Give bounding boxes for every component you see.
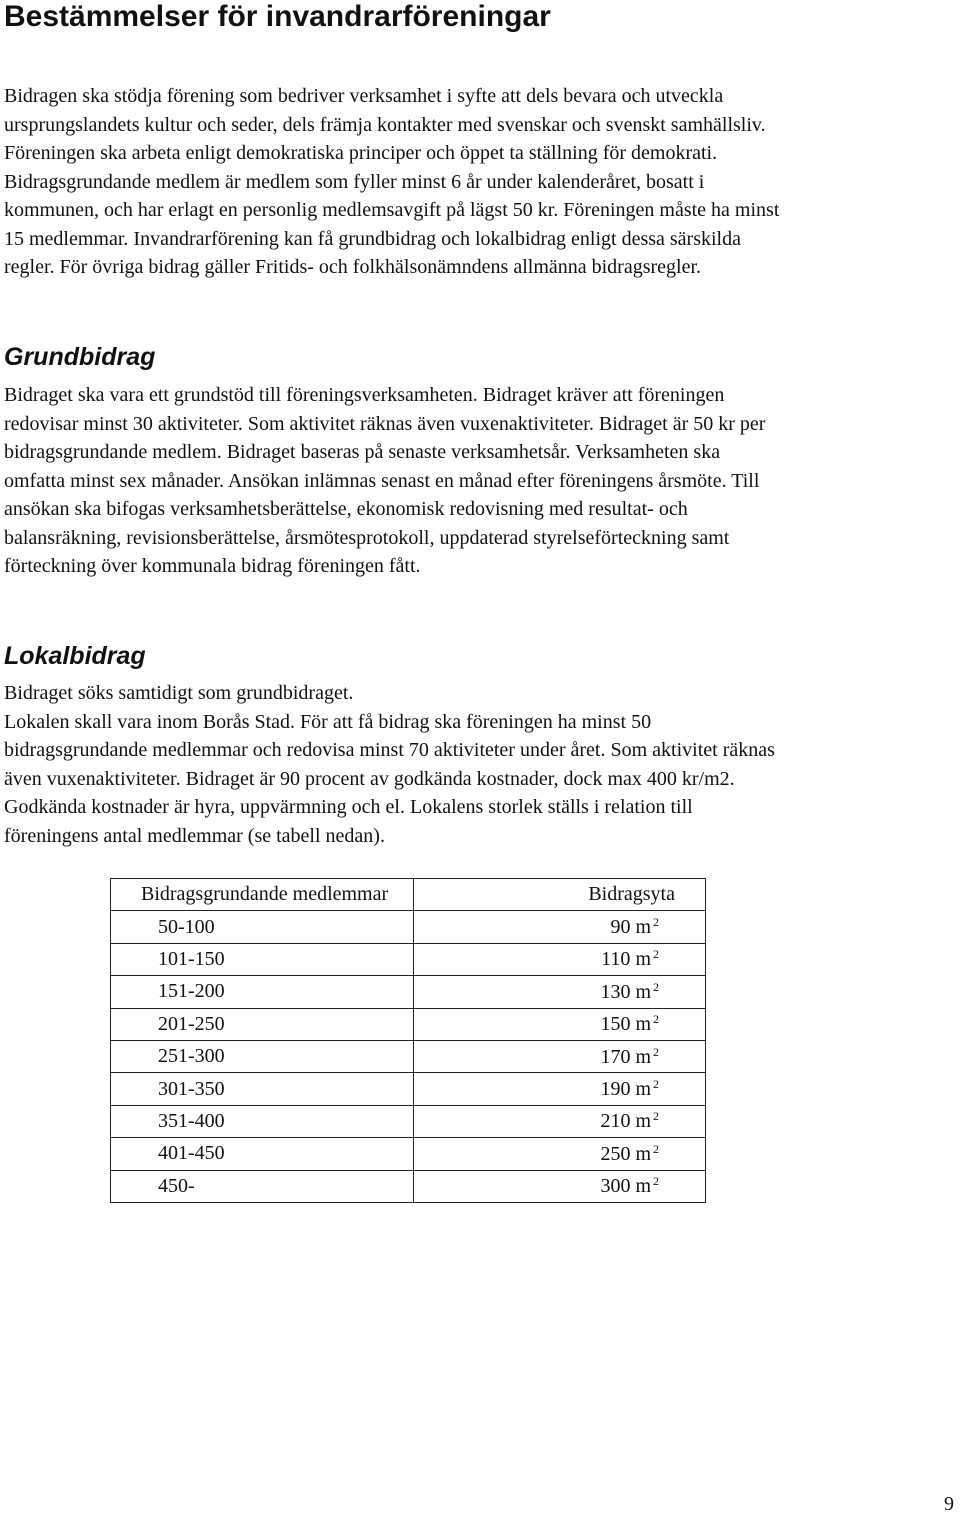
area-cell (413, 976, 705, 1008)
area-value: 210 (600, 1110, 631, 1133)
area-table (110, 878, 706, 1203)
area-unit: m (635, 1045, 651, 1068)
text-line: Bidragsgrundande medlem är medlem som fyller minst 6 år under kalenderåret, bosatt i (4, 170, 705, 193)
area-unit-exponent: 2 (653, 1012, 659, 1027)
area-cell (413, 1073, 705, 1105)
area-unit-exponent: 2 (653, 979, 659, 994)
area-value: 170 (600, 1045, 631, 1068)
text-line: Föreningen ska arbeta enligt demokratiska principer och öppet ta ställning för demokrati. (4, 142, 718, 164)
area-value: 300 (600, 1175, 631, 1198)
area-unit: m (635, 916, 651, 939)
text-line: Bidraget ska vara ett grundstöd till föreningsverksamheten. Bidraget kräver att föreningen (4, 384, 725, 406)
text-line: Bidragen ska stödja förening som bedriver verksamhet i syfte att dels bevara och utveckla (4, 85, 724, 107)
area-unit-exponent: 2 (653, 915, 659, 930)
area-unit-exponent: 2 (653, 947, 659, 962)
page-number: 9 (944, 1493, 954, 1515)
area-value: 250 (600, 1142, 631, 1165)
text-line: 15 medlemmar. Invandrarförening kan få grundbidrag och lokalbidrag enligt dessa särskilda (4, 227, 741, 250)
area-unit: m (635, 1142, 651, 1165)
area-unit: m (635, 1078, 651, 1101)
column-header-members: Bidragsgrundande medlemmar (111, 879, 414, 911)
area-value: 150 (600, 1013, 631, 1036)
table-row (111, 1040, 706, 1072)
area-value: 190 (600, 1078, 631, 1101)
members-range-cell: 251-300 (111, 1040, 414, 1072)
grundbidrag-heading: Grundbidrag (4, 343, 156, 371)
members-range-cell: 101-150 (111, 943, 414, 975)
area-cell (413, 1138, 705, 1170)
table-row (111, 911, 706, 943)
area-unit: m (635, 1175, 651, 1198)
table-row (111, 943, 706, 975)
members-range-cell: 151-200 (111, 976, 414, 1008)
area-unit-exponent: 2 (653, 1174, 659, 1189)
area-cell (413, 1105, 705, 1137)
table-row (111, 1073, 706, 1105)
area-unit: m (635, 1110, 651, 1133)
page-title: Bestämmelser för invandrarföreningar (4, 0, 551, 33)
table-row (111, 1170, 706, 1202)
text-line: ursprungslandets kultur och seder, dels främja kontakter med svenskar och svenskt samhällsliv. (4, 113, 766, 136)
area-cell (413, 1170, 705, 1202)
table-row (111, 1105, 706, 1137)
area-unit-exponent: 2 (653, 1109, 659, 1124)
text-line: redovisar minst 30 aktiviteter. Som aktivitet räknas även vuxenaktiviteter. Bidraget är 50 kr per (4, 412, 766, 435)
table-header-row (111, 879, 706, 911)
text-line: förteckning över kommunala bidrag föreningen fått. (4, 555, 421, 577)
area-unit-exponent: 2 (653, 1044, 659, 1059)
table-row (111, 1138, 706, 1170)
area-unit-exponent: 2 (653, 1077, 659, 1092)
text-line: bidragsgrundande medlem. Bidraget baseras på senaste verksamhetsår. Verksamheten ska (4, 441, 721, 463)
text-line: bidragsgrundande medlemmar och redovisa minst 70 aktiviteter under året. Som aktivitet räknas (4, 739, 775, 761)
members-range-cell: 450- (111, 1170, 414, 1202)
column-header-area: Bidragsyta (413, 879, 705, 911)
area-unit: m (635, 948, 651, 971)
text-line: även vuxenaktiviteter. Bidraget är 90 procent av godkända kostnader, dock max 400 kr/m2. (4, 767, 735, 790)
table-row (111, 976, 706, 1008)
area-value: 130 (600, 980, 631, 1003)
text-line: omfatta minst sex månader. Ansökan inlämnas senast en månad efter föreningens årsmöte. Till (4, 469, 760, 492)
area-value: 90 (610, 916, 631, 939)
area-cell (413, 943, 705, 975)
text-line: Godkända kostnader är hyra, uppvärmning och el. Lokalens storlek ställs i relation till (4, 796, 693, 818)
text-line: kommunen, och har erlagt en personlig medlemsavgift på lägst 50 kr. Föreningen måste ha minst (4, 199, 780, 221)
text-line: föreningens antal medlemmar (se tabell nedan). (4, 824, 385, 847)
members-range-cell: 201-250 (111, 1008, 414, 1040)
text-line: Lokalen skall vara inom Borås Stad. För att få bidrag ska föreningen ha minst 50 (4, 710, 652, 733)
intro-paragraph (4, 82, 960, 282)
area-cell (413, 1008, 705, 1040)
area-cell (413, 911, 705, 943)
text-line: balansräkning, revisionsberättelse, årsmötesprotokoll, uppdaterad styrelseförteckning samt (4, 526, 730, 549)
text-line: Bidraget söks samtidigt som grundbidraget. (4, 682, 354, 704)
lokalbidrag-paragraph (4, 679, 960, 850)
text-line: ansökan ska bifogas verksamhetsberättelse, ekonomisk redovisning med resultat- och (4, 498, 688, 520)
members-range-cell: 401-450 (111, 1138, 414, 1170)
members-range-cell: 50-100 (111, 911, 414, 943)
lokalbidrag-heading: Lokalbidrag (4, 642, 146, 670)
area-unit-exponent: 2 (653, 1141, 659, 1156)
area-cell (413, 1040, 705, 1072)
area-unit: m (635, 980, 651, 1003)
members-range-cell: 351-400 (111, 1105, 414, 1137)
area-value: 110 (601, 948, 631, 971)
members-range-cell: 301-350 (111, 1073, 414, 1105)
text-line: regler. För övriga bidrag gäller Fritids- och folkhälsonämndens allmänna bidragsregler. (4, 256, 702, 278)
table-row (111, 1008, 706, 1040)
grundbidrag-paragraph (4, 381, 960, 581)
area-unit: m (635, 1013, 651, 1036)
